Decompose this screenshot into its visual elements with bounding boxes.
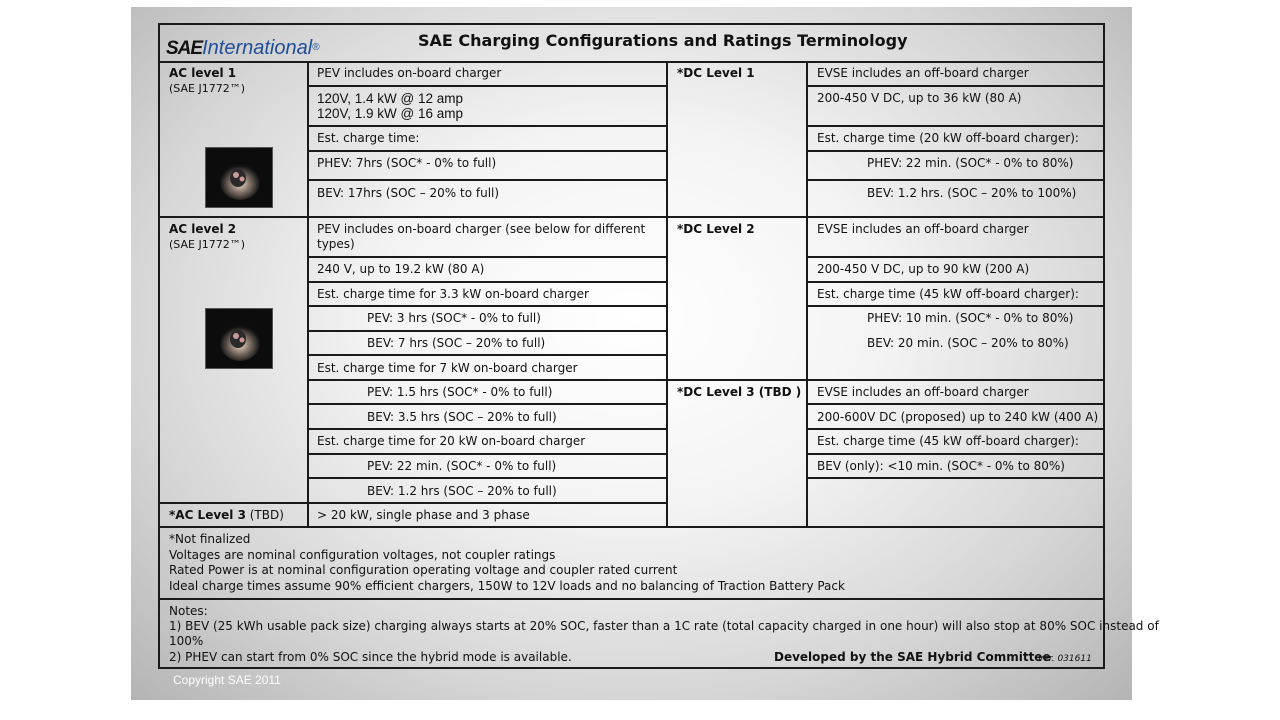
ac2-row: Est. charge time for 3.3 kW on-board charger — [317, 287, 589, 301]
dc3-row: 200-600V DC (proposed) up to 240 kW (400 A) — [817, 410, 1099, 424]
grid-line — [158, 216, 1105, 218]
ac2-row: BEV: 3.5 hrs (SOC – 20% to full) — [367, 410, 557, 424]
sae-international-logo — [166, 37, 320, 60]
page-title: SAE Charging Configurations and Ratings Terminology — [418, 31, 908, 50]
grid-line — [806, 256, 1105, 258]
grid-line — [806, 125, 1105, 127]
dc2-row: 200-450 V DC, up to 90 kW (200 A) — [817, 262, 1030, 276]
grid-line — [158, 598, 1105, 600]
grid-line — [806, 150, 1105, 152]
grid-line — [307, 256, 667, 258]
grid-line — [307, 85, 667, 87]
grid-line — [307, 403, 667, 405]
notes-line: 1) BEV (25 kWh usable pack size) charging always starts at 20% SOC, faster than a 1C rate (total capacity charged in one hour) will also stop at 80% SOC instead of — [169, 619, 1159, 633]
ac2-row: BEV: 7 hrs (SOC – 20% to full) — [367, 336, 546, 350]
grid-line — [806, 61, 808, 528]
grid-line — [806, 403, 1105, 405]
logo-sae-text: SAE — [166, 38, 203, 59]
dc2-row: PHEV: 10 min. (SOC* - 0% to 80%) — [867, 311, 1074, 325]
ac2-row: Est. charge time for 7 kW on-board charger — [317, 361, 578, 375]
grid-line — [806, 305, 1105, 307]
dc3-row: EVSE includes an off-board charger — [817, 385, 1029, 399]
version-label: ver. 031611 — [1038, 654, 1092, 664]
ac2-row: Est. charge time for 20 kW on-board charger — [317, 434, 586, 448]
logo-registered-mark: ® — [312, 42, 320, 53]
grid-line — [307, 179, 667, 181]
grid-line — [307, 453, 667, 455]
ac2-standard: (SAE J1772™) — [169, 238, 245, 251]
charging-connector-icon — [206, 309, 273, 369]
grid-line — [307, 150, 667, 152]
notes-line: 100% — [169, 634, 204, 648]
grid-line — [307, 477, 667, 479]
footnote-line: *Not finalized — [169, 532, 251, 546]
ac2-row: BEV: 1.2 hrs (SOC – 20% to full) — [367, 484, 557, 498]
grid-line — [666, 61, 668, 528]
notes-heading: Notes: — [169, 604, 208, 618]
footnote-line: Ideal charge times assume 90% efficient chargers, 150W to 12V loads and no balancing of Traction Battery Pack — [169, 579, 845, 593]
ac1-connector-image — [205, 147, 273, 208]
dc1-row: BEV: 1.2 hrs. (SOC – 20% to 100%) — [867, 186, 1077, 200]
dc1-row: Est. charge time (20 kW off-board charger): — [817, 131, 1079, 145]
ac1-row: PHEV: 7hrs (SOC* - 0% to full) — [317, 156, 497, 170]
ac1-row: BEV: 17hrs (SOC – 20% to full) — [317, 186, 500, 200]
grid-line — [158, 61, 1105, 63]
ac3-label-bold: *AC Level 3 — [169, 508, 246, 522]
ac2-row: PEV: 3 hrs (SOC* - 0% to full) — [367, 311, 541, 325]
dc2-row: BEV: 20 min. (SOC – 20% to 80%) — [867, 336, 1069, 350]
grid-line — [806, 179, 1105, 181]
grid-line — [307, 379, 667, 381]
ac3-label — [169, 508, 284, 523]
grid-line — [806, 428, 1105, 430]
grid-line — [307, 354, 667, 356]
dc3-row: Est. charge time (45 kW off-board charger): — [817, 434, 1079, 448]
footnote-line: Voltages are nominal configuration voltages, not coupler ratings — [169, 548, 556, 562]
dc1-row: 200-450 V DC, up to 36 kW (80 A) — [817, 91, 1022, 105]
ac1-row: 120V, 1.9 kW @ 16 amp — [317, 106, 464, 121]
ac1-standard: (SAE J1772™) — [169, 82, 245, 95]
ac2-row: types) — [317, 237, 355, 251]
ac2-row: PEV: 22 min. (SOC* - 0% to full) — [367, 459, 557, 473]
grid-line — [307, 61, 309, 528]
developed-by: Developed by the SAE Hybrid Committee — [774, 650, 1051, 664]
grid-line — [806, 453, 1105, 455]
dc2-label: *DC Level 2 — [677, 222, 755, 236]
ac1-row: PEV includes on-board charger — [317, 66, 502, 80]
dc1-label: *DC Level 1 — [677, 66, 755, 80]
dc3-row: BEV (only): <10 min. (SOC* - 0% to 80%) — [817, 459, 1065, 473]
footnote-line: Rated Power is at nominal configuration operating voltage and coupler rated current — [169, 563, 678, 577]
grid-line — [307, 281, 667, 283]
charging-connector-icon — [206, 148, 273, 208]
grid-line — [158, 526, 1105, 528]
dc1-row: EVSE includes an off-board charger — [817, 66, 1029, 80]
ac1-row: 120V, 1.4 kW @ 12 amp — [317, 91, 464, 106]
grid-line — [667, 379, 1105, 381]
dc1-row: PHEV: 22 min. (SOC* - 0% to 80%) — [867, 156, 1074, 170]
dc2-row: Est. charge time (45 kW off-board charger): — [817, 287, 1079, 301]
slide — [131, 7, 1159, 700]
grid-line — [806, 281, 1105, 283]
grid-line — [307, 428, 667, 430]
notes-line: 2) PHEV can start from 0% SOC since the hybrid mode is available. — [169, 650, 572, 664]
ac3-label-rest: (TBD) — [245, 508, 284, 522]
logo-international-text: International — [202, 37, 313, 59]
grid-line — [806, 477, 1105, 479]
ac2-label: AC level 2 — [169, 222, 237, 236]
dc3-label: *DC Level 3 (TBD ) — [677, 385, 802, 399]
grid-line — [806, 85, 1105, 87]
ac1-row: Est. charge time: — [317, 131, 420, 145]
dc2-row: EVSE includes an off-board charger — [817, 222, 1029, 236]
grid-line — [158, 502, 667, 504]
ac2-row: PEV: 1.5 hrs (SOC* - 0% to full) — [367, 385, 553, 399]
ac2-connector-image — [205, 308, 273, 369]
grid-line — [307, 125, 667, 127]
ac2-row: 240 V, up to 19.2 kW (80 A) — [317, 262, 485, 276]
grid-line — [307, 305, 667, 307]
ac3-row: > 20 kW, single phase and 3 phase — [317, 508, 530, 522]
copyright-text: Copyright SAE 2011 — [173, 673, 281, 687]
grid-line — [307, 330, 667, 332]
ac1-label: AC level 1 — [169, 66, 237, 80]
ac2-row: PEV includes on-board charger (see below for different — [317, 222, 646, 236]
